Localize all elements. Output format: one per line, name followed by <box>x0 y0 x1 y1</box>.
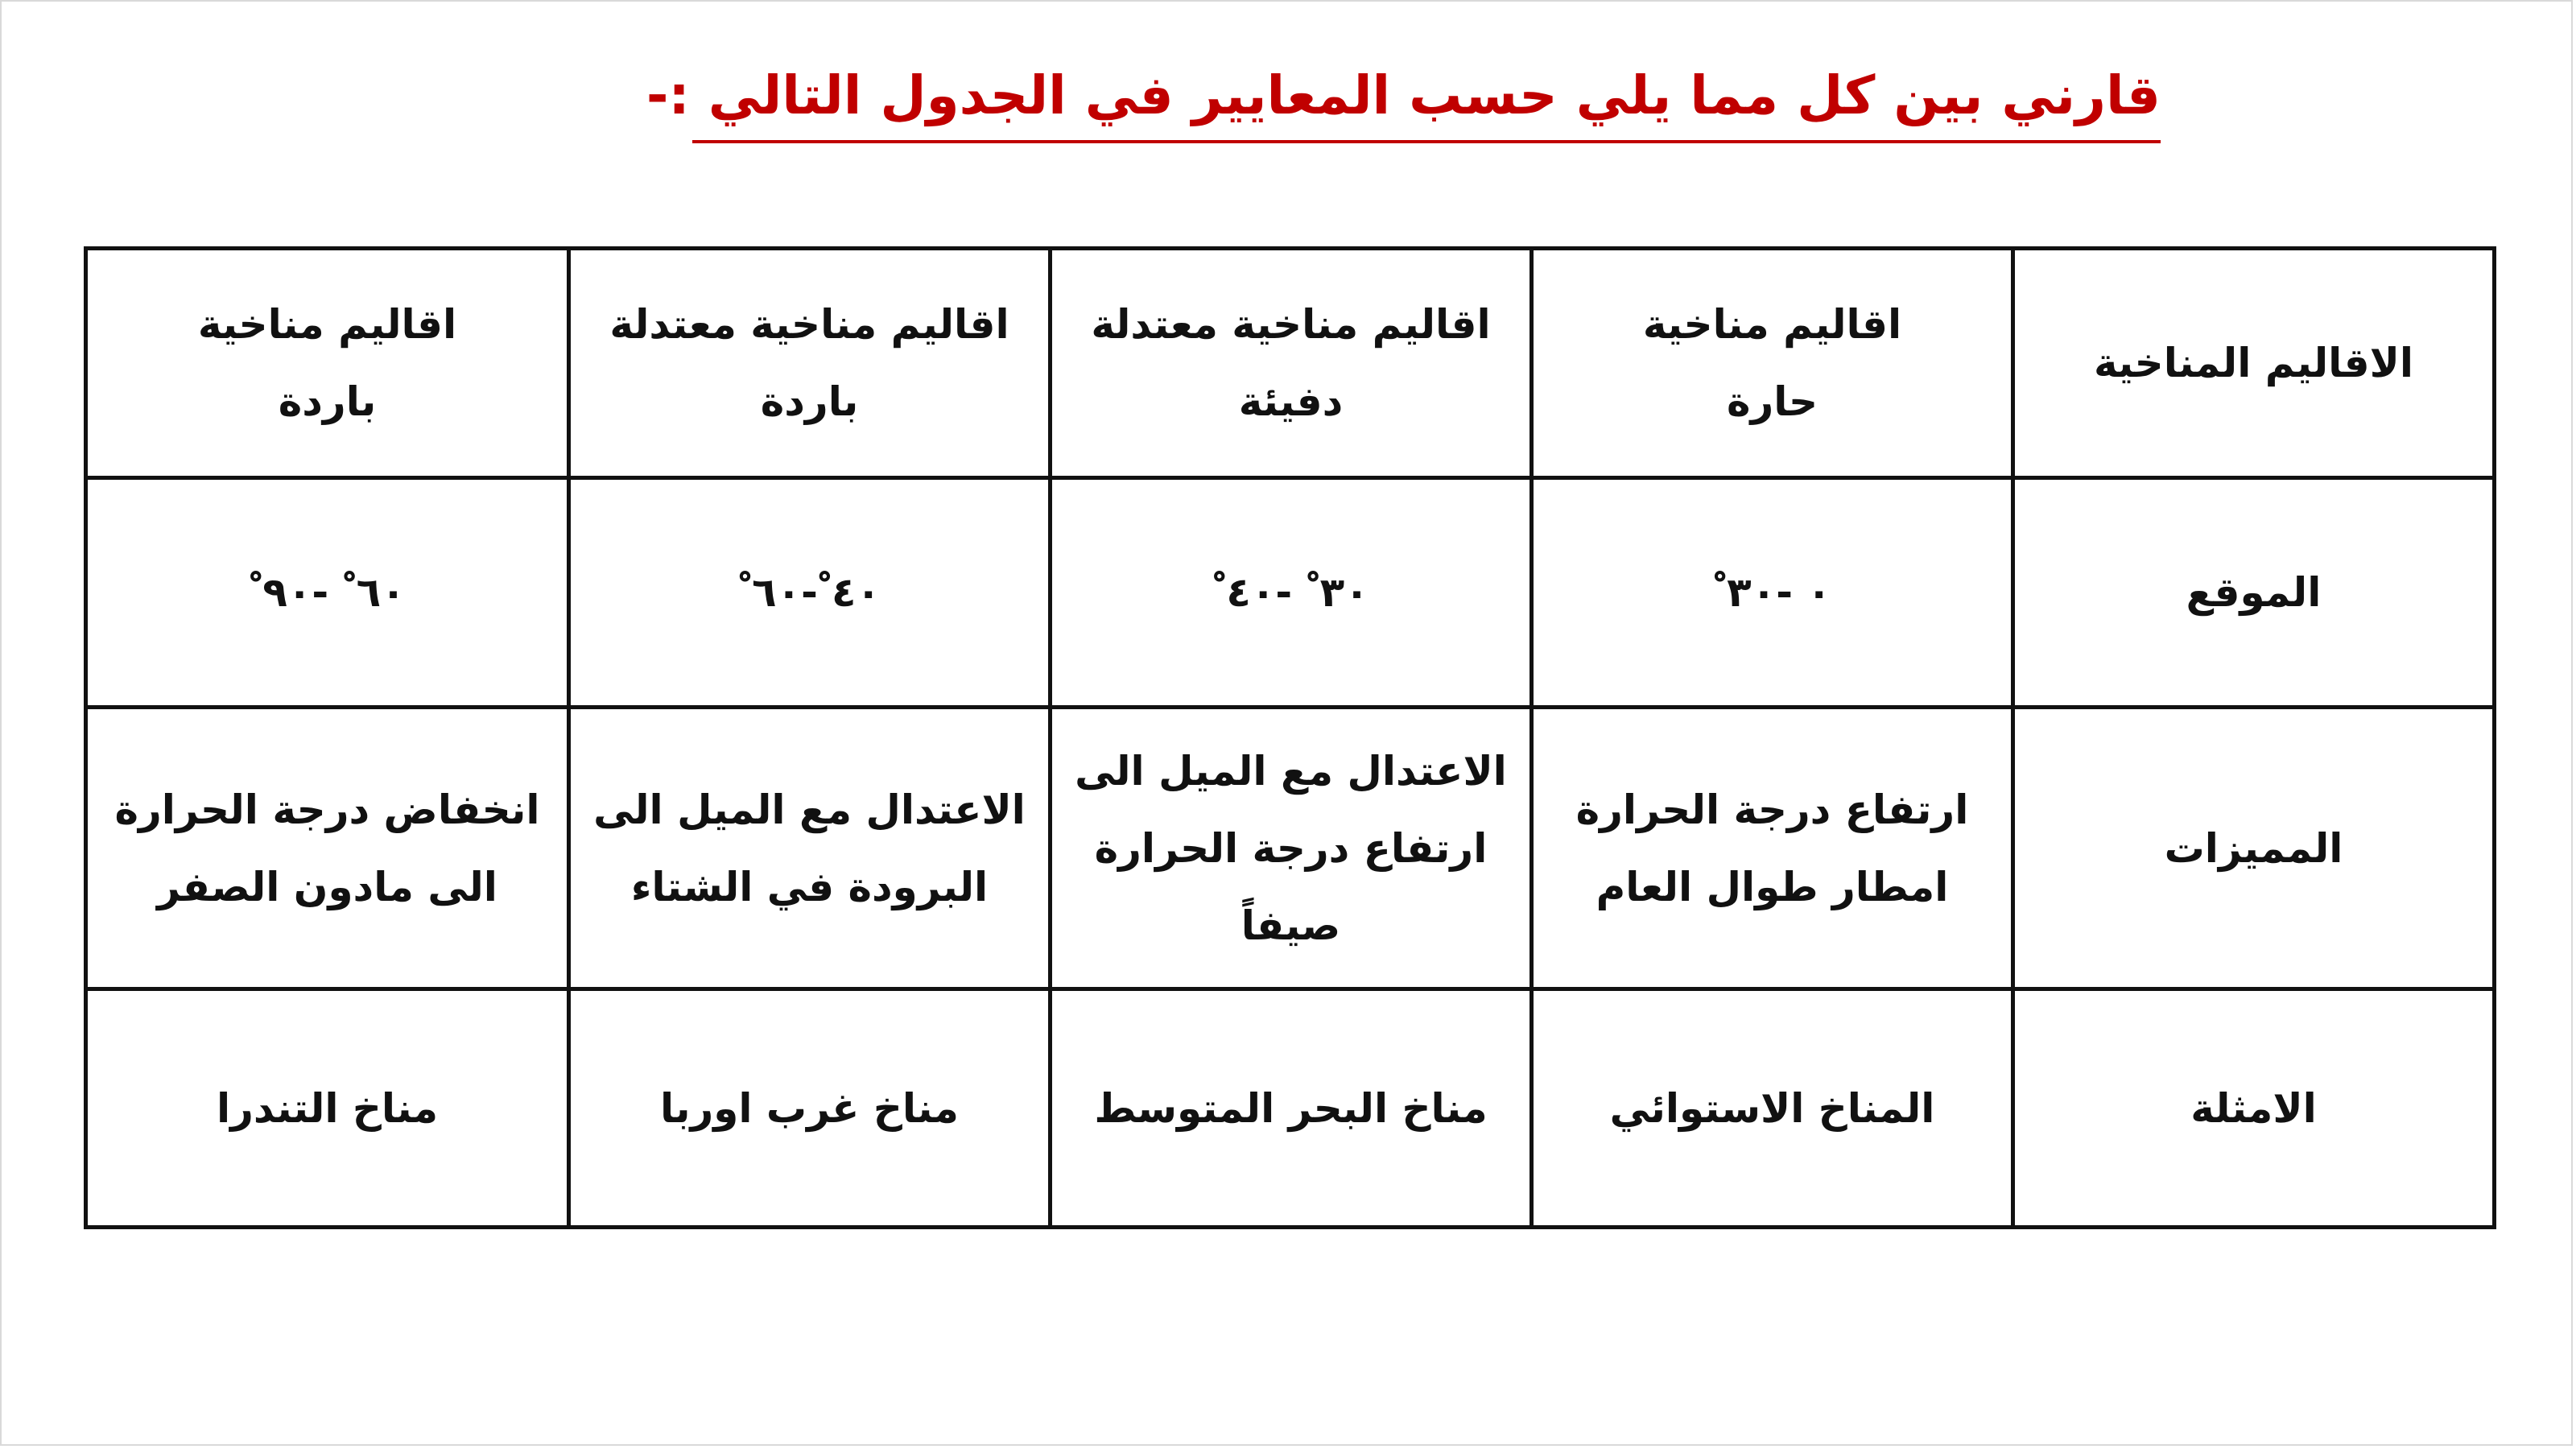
header-line: حارة <box>1726 378 1818 425</box>
comparison-table <box>84 246 2496 1229</box>
table-cell <box>569 708 1051 989</box>
table-cell: مناخ البحر المتوسط <box>1051 989 1532 1228</box>
page-title: قارني بين كل مما يلي حسب المعايير في الجدول التالي :- <box>646 64 2161 126</box>
table-row-location <box>86 478 2495 708</box>
row-label-location: الموقع <box>2013 478 2495 708</box>
header-cell-cold <box>86 249 569 478</box>
table-cell <box>86 708 569 989</box>
cell-line: الاعتدال مع الميل الى <box>593 786 1026 833</box>
cell-line: انخفاض درجة الحرارة <box>114 786 540 833</box>
table-row-features <box>86 708 2495 989</box>
header-cell-hot <box>1532 249 2013 478</box>
header-cell-warm-temperate <box>1051 249 1532 478</box>
header-line: اقاليم مناخية معتدلة <box>1091 301 1491 348</box>
header-line: دفيئة <box>1238 378 1344 425</box>
header-line: باردة <box>760 378 859 425</box>
table-cell: ٦٠ ْ -٩٠ ْ <box>86 478 569 708</box>
header-line: باردة <box>278 378 377 425</box>
row-label-features: المميزات <box>2013 708 2495 989</box>
header-cell-cold-temperate <box>569 249 1051 478</box>
cell-line: البرودة في الشتاء <box>630 863 989 910</box>
table-cell: مناخ غرب اوربا <box>569 989 1051 1228</box>
table-cell: ٣٠ ْ -٤٠ ْ <box>1051 478 1532 708</box>
cell-line: ارتفاع درجة الحرارة <box>1575 786 1969 833</box>
header-line: اقاليم مناخية <box>1642 301 1902 348</box>
table-cell <box>1532 708 2013 989</box>
table-cell <box>1051 708 1532 989</box>
table-header-row <box>86 249 2495 478</box>
table-cell: المناخ الاستوائي <box>1532 989 2013 1228</box>
cell-line: الاعتدال مع الميل الى <box>1075 747 1507 795</box>
row-label-examples: الامثلة <box>2013 989 2495 1228</box>
title-underline <box>692 140 2161 143</box>
table-row-examples <box>86 989 2495 1228</box>
table-cell: ٤٠ ْ-٦٠ ْ <box>569 478 1051 708</box>
cell-line: الى مادون الصفر <box>157 863 497 910</box>
table-cell: مناخ التندرا <box>86 989 569 1228</box>
table-cell: ٠ -٣٠ ْ <box>1532 478 2013 708</box>
cell-line: ارتفاع درجة الحرارة <box>1094 824 1488 872</box>
header-line: اقاليم مناخية معتدلة <box>609 301 1009 348</box>
row-label-climate-regions: الاقاليم المناخية <box>2013 249 2495 478</box>
cell-line: امطار طوال العام <box>1596 863 1949 910</box>
cell-line: صيفاً <box>1241 902 1341 949</box>
header-line: اقاليم مناخية <box>197 301 457 348</box>
